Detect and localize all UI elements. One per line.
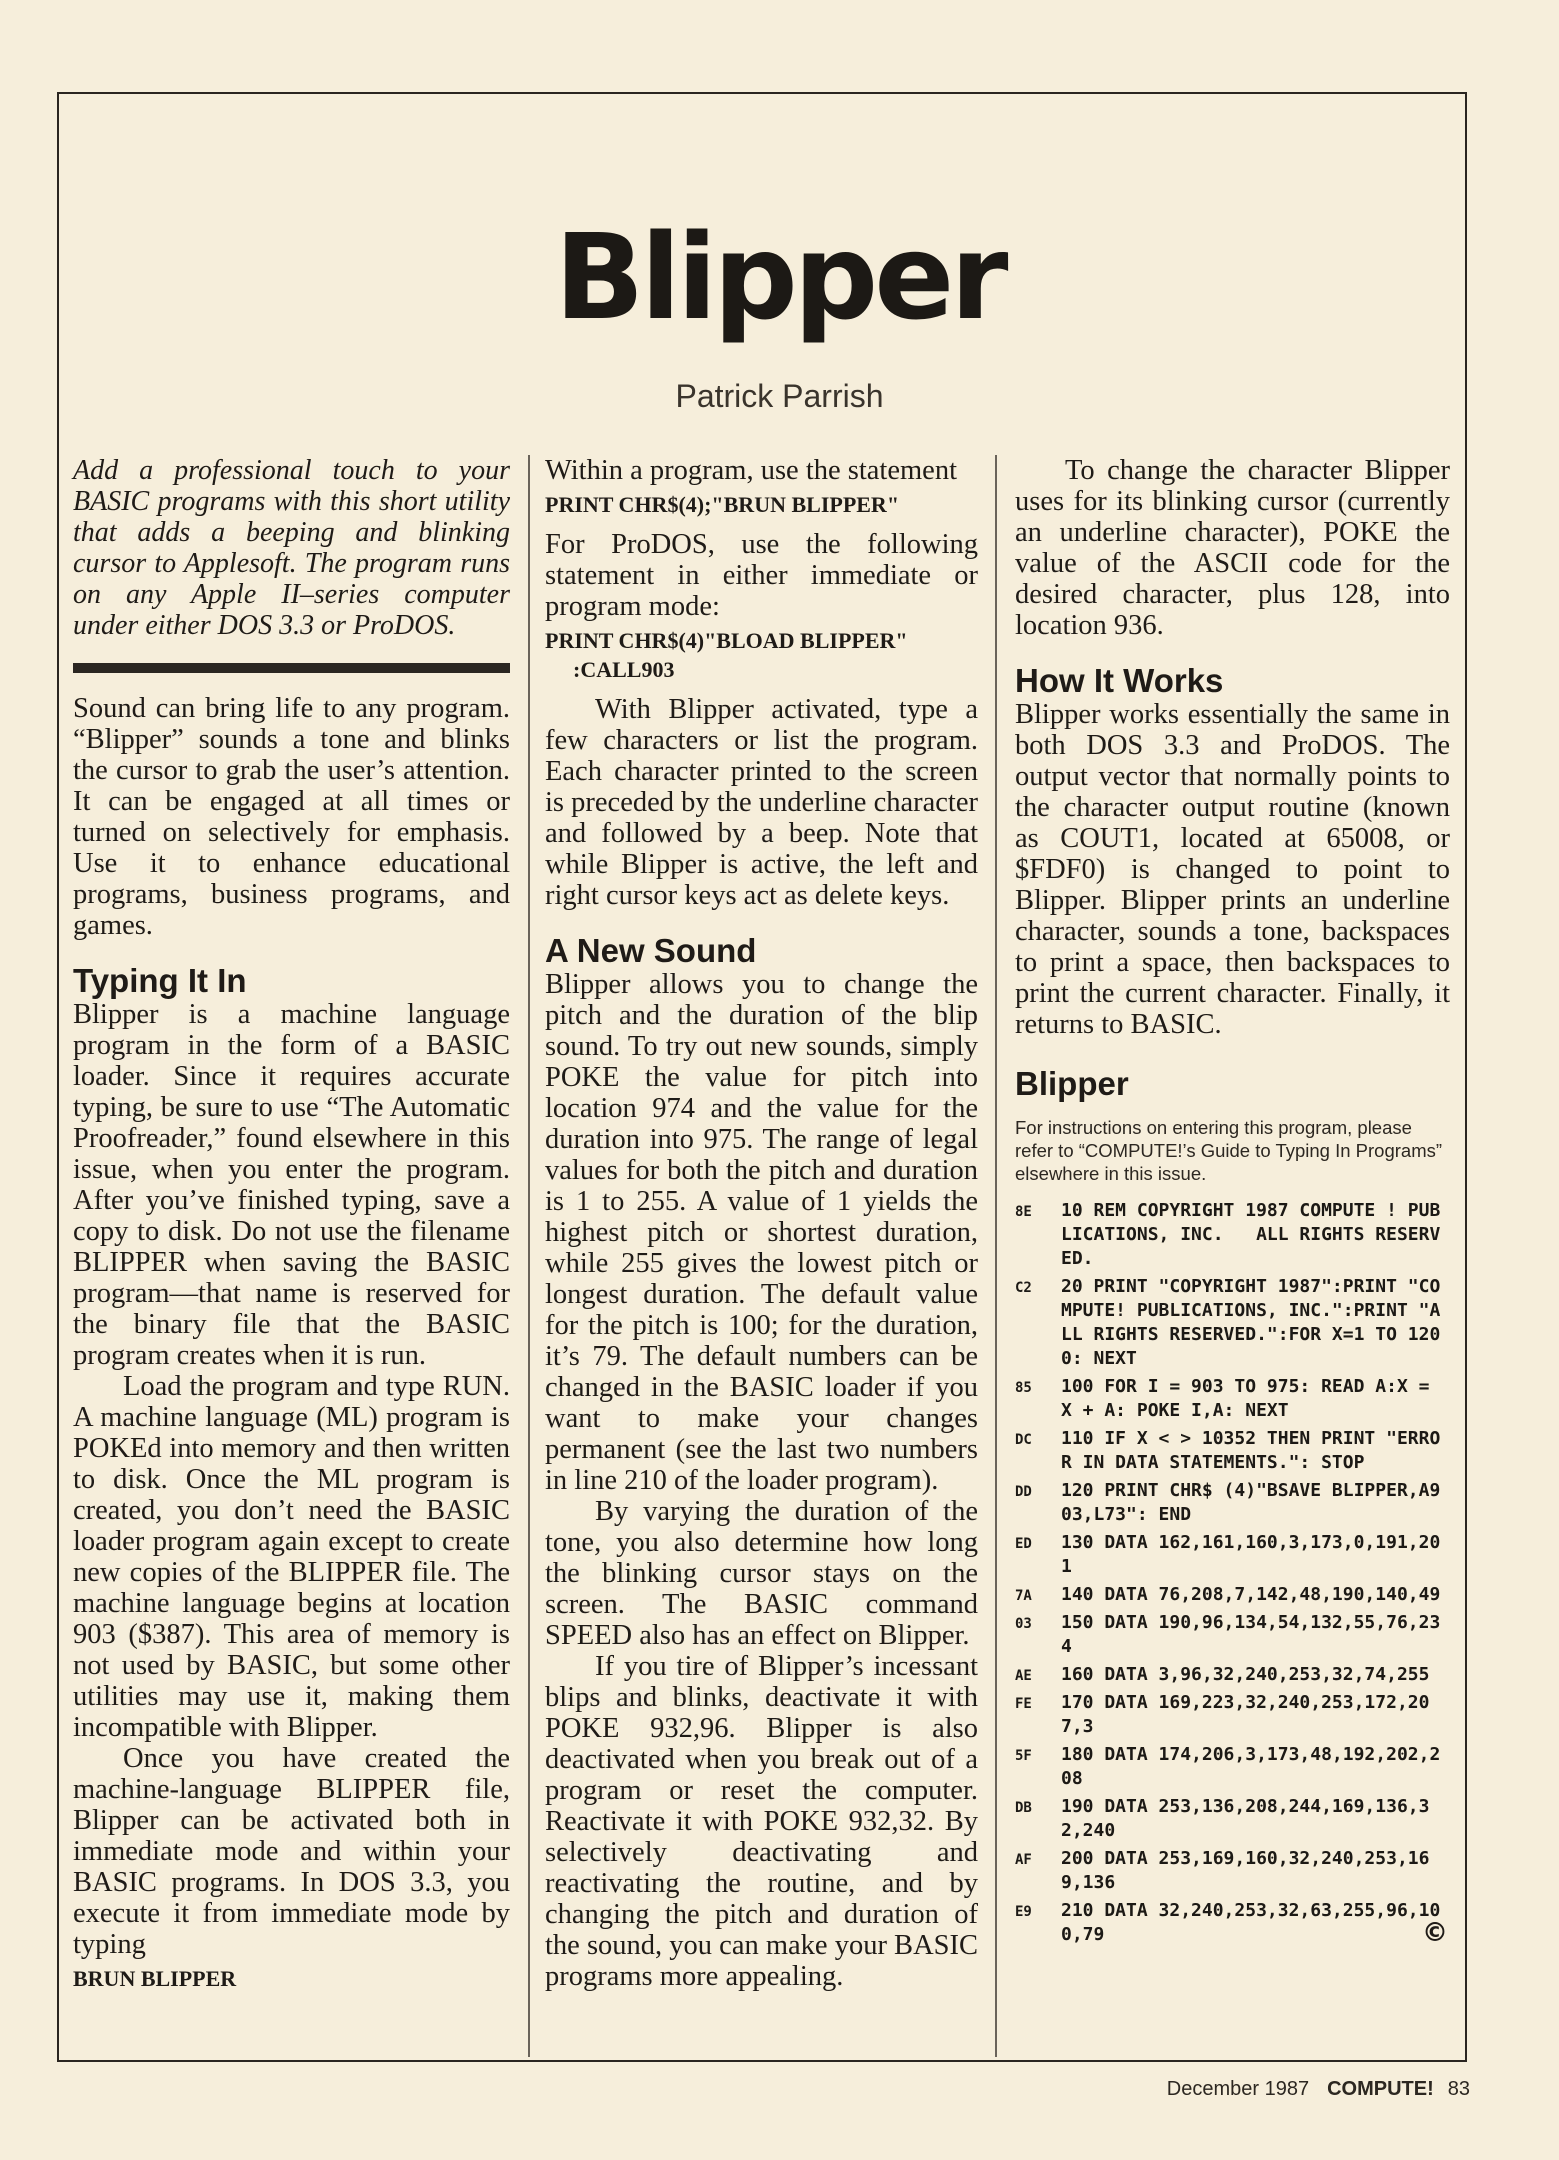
- magazine-name: COMPUTE!: [1327, 2078, 1434, 2100]
- listing-line: [1015, 1531, 1450, 1579]
- checksum-code: C2: [1015, 1280, 1032, 1296]
- listing-code: 140 DATA 76,208,7,142,48,190,140,49: [1061, 1584, 1441, 1605]
- body-paragraph: By varying the duration of the tone, you also determine how long the blinking cursor stays on the screen. The BASIC command SPEED also has an effect on Blipper.: [545, 1496, 978, 1651]
- listing-line: [1015, 1743, 1450, 1791]
- checksum-code: DC: [1015, 1432, 1032, 1448]
- listing-code: 190 DATA 253,136,208,244,169,136,32,240: [1061, 1796, 1430, 1841]
- checksum-code: 85: [1015, 1380, 1032, 1396]
- intro-blurb: Add a professional touch to your BASIC programs with this short utility that adds a beeping and blinking cursor to Applesoft. The program runs on any Apple II–series computer under either DOS 3.3 or ProDOS.: [73, 455, 510, 641]
- checksum-code: 8E: [1015, 1204, 1032, 1220]
- listing-line: [1015, 1375, 1450, 1423]
- listing-heading: Blipper: [1015, 1065, 1129, 1102]
- listing-code: 160 DATA 3,96,32,240,253,32,74,255: [1061, 1664, 1430, 1685]
- checksum-code: AF: [1015, 1852, 1032, 1868]
- column-divider: [995, 455, 997, 2057]
- listing-line: [1015, 1899, 1450, 1947]
- listing-code: 130 DATA 162,161,160,3,173,0,191,201: [1061, 1532, 1441, 1577]
- issue-date: December 1987: [1166, 2078, 1310, 2100]
- article-title: Blipper: [554, 208, 1005, 346]
- listing-code: 210 DATA 32,240,253,32,63,255,96,100,79: [1061, 1900, 1441, 1945]
- listing-code: 120 PRINT CHR$ (4)"BSAVE BLIPPER,A903,L73": END: [1061, 1480, 1441, 1525]
- command-brun: BRUN BLIPPER: [73, 1966, 237, 1991]
- author-byline: Patrick Parrish: [675, 378, 884, 414]
- listing-code: 20 PRINT "COPYRIGHT 1987":PRINT "COMPUTE! PUBLICATIONS, INC.":PRINT "ALL RIGHTS RESERVED.":FOR X=1 TO 1200: NEXT: [1061, 1276, 1441, 1369]
- section-heading-a-new-sound: A New Sound: [545, 932, 757, 969]
- checksum-code: 7A: [1015, 1588, 1032, 1604]
- body-paragraph: Blipper allows you to change the pitch and the duration of the blip sound. To try out new sounds, simply POKE the value for pitch into location 974 and the value for the duration into 975. The range of legal values for both the pitch and duration is 1 to 255. A value of 1 yields the highest pitch or shortest duration, while 255 gives the lowest pitch or longest duration. The default value for the pitch is 100; for the duration, it’s 79. The default numbers can be changed in the BASIC loader if you want to make your changes permanent (see the last two numbers in line 210 of the loader program).: [545, 969, 978, 1496]
- section-heading-typing-it-in: Typing It In: [73, 962, 247, 999]
- listing-line: [1015, 1847, 1450, 1895]
- body-paragraph: Within a program, use the statement: [545, 455, 957, 486]
- column-1: [73, 455, 510, 2003]
- copyright-symbol: ©: [1422, 1918, 1448, 1948]
- body-paragraph: Blipper works essentially the same in both DOS 3.3 and ProDOS. The output vector that normally points to the character output routine (known as COUT1, located at 65008, or $FDF0) is changed to point to Blipper. Blipper prints an underline character, sounds a tone, backspaces to print a space, then backspaces to print the current character. Finally, it returns to BASIC.: [1015, 699, 1450, 1040]
- checksum-code: E9: [1015, 1904, 1032, 1920]
- column-2: [545, 455, 978, 1992]
- checksum-code: 03: [1015, 1616, 1032, 1632]
- listing-line: [1015, 1795, 1450, 1843]
- checksum-code: AE: [1015, 1668, 1032, 1684]
- listing-code: 150 DATA 190,96,134,54,132,55,76,234: [1061, 1612, 1441, 1657]
- body-paragraph: Once you have created the machine-language BLIPPER file, Blipper can be activated both in immediate mode and within your BASIC programs. In DOS 3.3, you execute it from immediate mode by typing: [73, 1743, 510, 1960]
- listing-code: 110 IF X < > 10352 THEN PRINT "ERROR IN DATA STATEMENTS.": STOP: [1061, 1428, 1441, 1473]
- typing-instructions-note: For instructions on entering this program, please refer to “COMPUTE!’s Guide to Typing In Programs” elsewhere in this issue.: [1015, 1117, 1443, 1184]
- listing-code: 180 DATA 174,206,3,173,48,192,202,208: [1061, 1744, 1441, 1789]
- column-3: [1015, 455, 1450, 1951]
- listing-line: [1015, 1275, 1450, 1371]
- body-paragraph: If you tire of Blipper’s incessant blips and blinks, deactivate it with POKE 932,96. Blipper is also deactivated when you break out of a program or reset the computer. Reactivate it with POKE 932,32. By selectively deactivating and reactivating the routine, and by changing the pitch and duration of the sound, you can make your BASIC programs more appealing.: [545, 1651, 978, 1992]
- page-footer: [1000, 2078, 1470, 2101]
- body-paragraph: Sound can bring life to any program. “Blipper” sounds a tone and blinks the cursor to grab the user’s attention. It can be engaged at all times or turned on selectively for emphasis. Use it to enhance educational programs, business programs, and games.: [73, 693, 510, 941]
- checksum-code: ED: [1015, 1536, 1032, 1552]
- body-paragraph: Load the program and type RUN. A machine language (ML) program is POKEd into memory and then written to disk. Once the ML program is created, you don’t need the BASIC loader program again except to create new copies of the BLIPPER file. The machine language begins at location 903 ($387). This area of memory is not used by BASIC, but some other utilities may use it, making them incompatible with Blipper.: [73, 1371, 510, 1743]
- listing-line: [1015, 1663, 1450, 1687]
- checksum-code: DB: [1015, 1800, 1032, 1816]
- command-bload-line1: PRINT CHR$(4)"BLOAD BLIPPER": [545, 628, 908, 653]
- body-paragraph: With Blipper activated, type a few characters or list the program. Each character printed to the screen is preceded by the underline character and followed by a beep. Note that while Blipper is active, the left and right cursor keys act as delete keys.: [545, 694, 978, 911]
- checksum-code: 5F: [1015, 1748, 1032, 1764]
- listing-code: 170 DATA 169,223,32,240,253,172,207,3: [1061, 1692, 1430, 1737]
- command-print-brun: PRINT CHR$(4);"BRUN BLIPPER": [545, 492, 900, 517]
- listing-line: [1015, 1691, 1450, 1739]
- intro-divider-bar: [73, 663, 510, 673]
- listing-line: [1015, 1427, 1450, 1475]
- listing-line: [1015, 1479, 1450, 1527]
- listing-line: [1015, 1583, 1450, 1607]
- listing-code: 10 REM COPYRIGHT 1987 COMPUTE ! PUBLICATIONS, INC. ALL RIGHTS RESERVED.: [1061, 1200, 1441, 1269]
- body-paragraph: To change the character Blipper uses for its blinking cursor (currently an underline character), POKE the value of the ASCII code for the desired character, plus 128, into location 936.: [1015, 455, 1450, 641]
- checksum-code: DD: [1015, 1484, 1032, 1500]
- page-number: 83: [1447, 2078, 1470, 2100]
- listing-code: 100 FOR I = 903 TO 975: READ A:X = X + A: POKE I,A: NEXT: [1061, 1376, 1441, 1421]
- section-heading-how-it-works: How It Works: [1015, 662, 1224, 699]
- command-bload: [545, 626, 978, 684]
- command-bload-line2: :CALL903: [573, 657, 675, 682]
- body-paragraph: Blipper is a machine language program in the form of a BASIC loader. Since it requires accurate typing, be sure to use “The Automatic Proofreader,” found elsewhere in this issue, when you enter the program. After you’ve finished typing, save a copy to disk. Do not use the filename BLIPPER when saving the BASIC program—that name is reserved for the binary file that the BASIC program creates when it is run.: [73, 999, 510, 1371]
- column-divider: [528, 455, 530, 2057]
- program-listing: [1015, 1199, 1450, 1947]
- listing-line: [1015, 1611, 1450, 1659]
- listing-line: [1015, 1199, 1450, 1271]
- checksum-code: FE: [1015, 1696, 1032, 1712]
- listing-code: 200 DATA 253,169,160,32,240,253,169,136: [1061, 1848, 1430, 1893]
- body-paragraph: For ProDOS, use the following statement in either immediate or program mode:: [545, 529, 978, 622]
